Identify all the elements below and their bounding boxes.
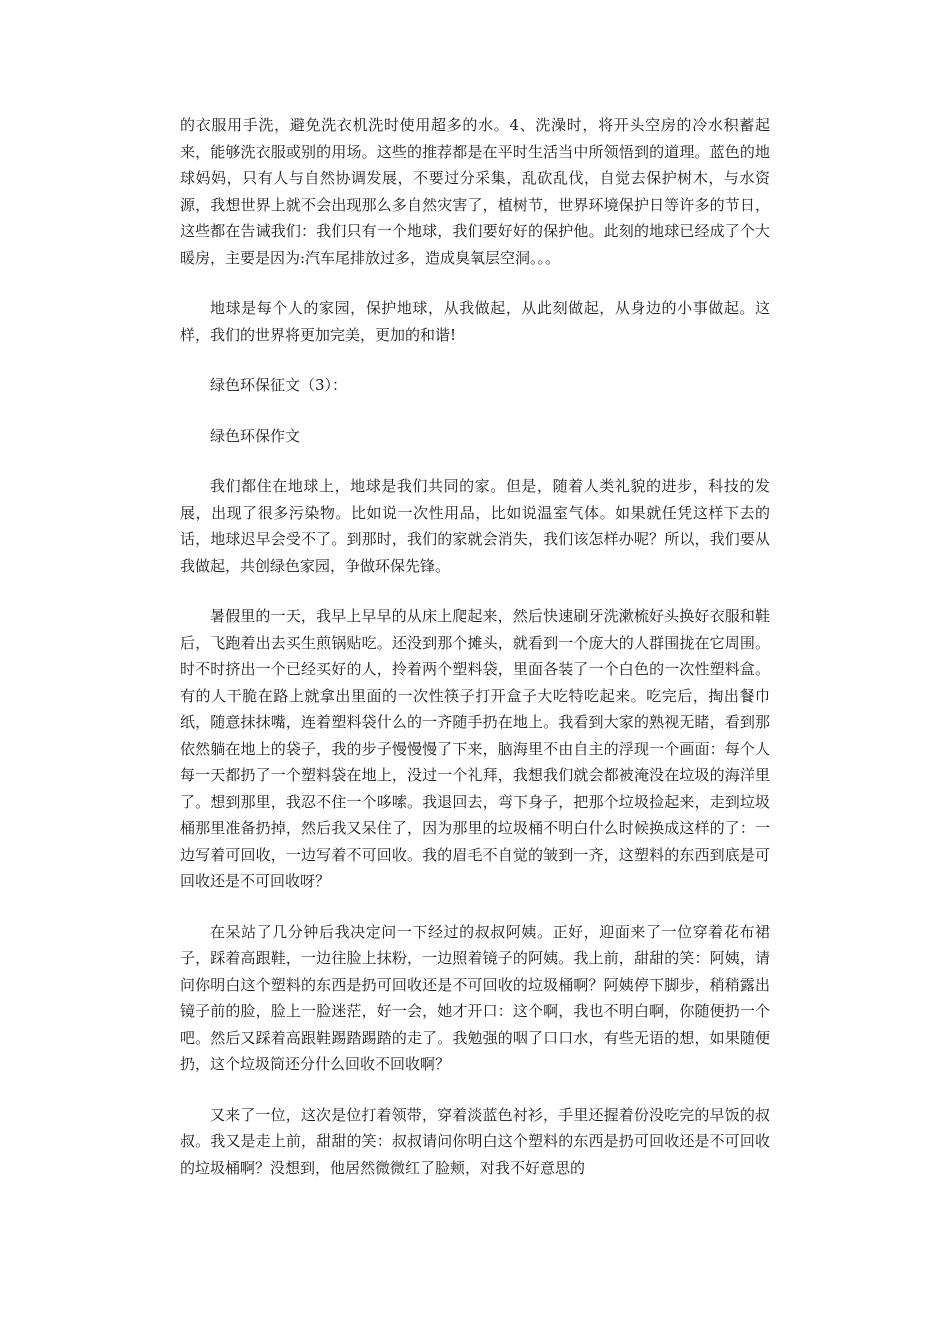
paragraph-3: 我们都住在地球上，地球是我们共同的家。但是，随着人类礼貌的进步，科技的发展，出现了很多污染物。比如说一次性用品，比如说温室气体。如果就任凭这样下去的话，地球迟早会受不了。到那时，我们的家就会消失，我们该怎样办呢？所以，我们要从我做起，共创绿色家园，争做环保先锋。 bbox=[180, 477, 770, 575]
paragraph-1: 的衣服用手洗，避免洗衣机洗时使用超多的水。4、洗澡时，将开头空房的冷水积蓄起来，能够洗衣服或别的用场。这些的推荐都是在平时生活当中所领悟到的道理。蓝色的地球妈妈，只有人与自然协调发展，不要过分采集，乱砍乱伐，自觉去保护树木，与水资源，我想世界上就不会出现那么多自然灾害了，植树节，世界环境保护日等许多的节日，这些都在告诫我们：我们只有一个地球，我们要好好的保护他。此刻的地球已经成了个大暖房，主要是因为:汽车尾排放过多，造成臭氧层空洞。。。 bbox=[180, 116, 770, 267]
paragraph-2: 地球是每个人的家园，保护地球，从我做起，从此刻做起，从身边的小事做起。这样，我们的世界将更加完美，更加的和谐! bbox=[180, 299, 770, 344]
essay-title: 绿色环保作文 bbox=[210, 426, 301, 445]
document-body bbox=[180, 112, 770, 1205]
section-heading: 绿色环保征文（3）： bbox=[210, 376, 348, 394]
paragraph-4: 暑假里的一天，我早上早早的从床上爬起来，然后快速刷牙洗漱梳好头换好衣服和鞋后，飞跑着出去买生煎锅贴吃。还没到那个摊头，就看到一个庞大的人群围拢在它周围。时不时挤出一个已经买好的人，拎着两个塑料袋，里面各装了一个白色的一次性塑料盒。有的人干脆在路上就拿出里面的一次性筷子打开盒子大吃特吃起来。吃完后，掏出餐巾纸，随意抹抹嘴，连着塑料袋什么的一齐随手扔在地上。我看到大家的熟视无睹，看到那依然躺在地上的袋子，我的步子慢慢慢了下来，脑海里不由自主的浮现一个画面：每个人每一天都扔了一个塑料袋在地上，没过一个礼拜，我想我们就会都被淹没在垃圾的海洋里了。想到那里，我忍不住一个哆嗦。我退回去，弯下身子，把那个垃圾捡起来，走到垃圾桶那里准备扔掉，然后我又呆住了，因为那里的垃圾桶不明白什么时候换成这样的了：一边写着可回收，一边写着不可回收。我的眉毛不自觉的皱到一齐，这塑料的东西到底是可回收还是不可回收呀？ bbox=[180, 607, 770, 890]
paragraph-5: 在呆站了几分钟后我决定问一下经过的叔叔阿姨。正好，迎面来了一位穿着花布裙子，踩着高跟鞋，一边往脸上抹粉，一边照着镜子的阿姨。我上前，甜甜的笑：阿姨，请问你明白这个塑料的东西是扔可回收还是不可回收的垃圾桶啊？阿姨停下脚步，稍稍露出镜子前的脸，脸上一脸迷茫，好一会，她才开口：这个啊，我也不明白啊，你随便扔一个吧。然后又踩着高跟鞋踢踏踢踏的走了。我勉强的咽了口口水，有些无语的想，如果随便扔，这个垃圾筒还分什么回收不回收啊？ bbox=[180, 922, 770, 1073]
paragraph-6: 又来了一位，这次是位打着领带，穿着淡蓝色衬衫，手里还握着份没吃完的早饭的叔叔。我又是走上前，甜甜的笑：叔叔请问你明白这个塑料的东西是扔可回收还是不可回收的垃圾桶啊？没想到，他居然微微红了脸颊，对我不好意思的 bbox=[180, 1105, 770, 1177]
